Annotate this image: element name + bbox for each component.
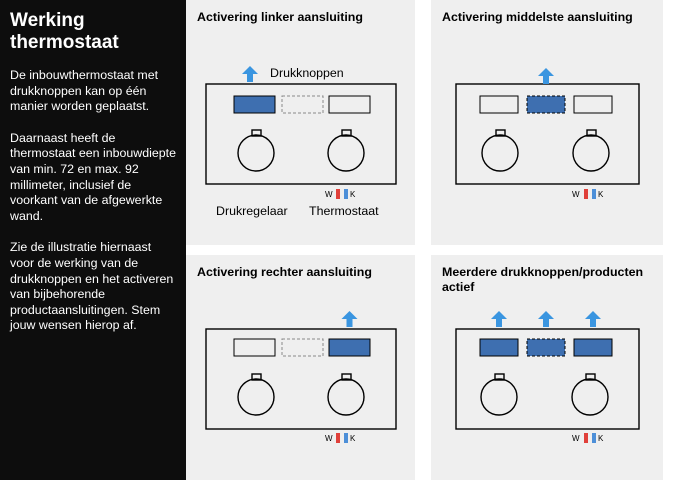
warm-pipe <box>584 189 588 199</box>
warm-pipe <box>336 189 340 199</box>
panel-right-connection <box>186 255 415 480</box>
panel-title: Meerdere drukknoppen/producten actief <box>442 265 644 294</box>
thermostaat-label: Thermostaat <box>309 204 379 218</box>
diagram <box>186 0 415 245</box>
arrow-up-icon <box>342 311 358 327</box>
cold-pipe <box>344 189 348 199</box>
pushbutton-left <box>234 96 275 113</box>
panel-middle-connection <box>431 0 663 245</box>
cold-pipe <box>592 189 596 199</box>
sidebar <box>0 0 186 480</box>
cold-pipe <box>344 433 348 443</box>
panel-left-connection <box>186 0 415 245</box>
panel-title: Activering middelste aansluiting <box>442 10 633 24</box>
arrow-up-icon <box>491 311 507 327</box>
arrow-up-icon <box>242 66 258 82</box>
thermostat-knob <box>572 379 608 415</box>
sidebar-title <box>10 10 176 54</box>
panel-multiple-active <box>431 255 663 480</box>
pushbutton-left <box>480 96 518 113</box>
sidebar-title-line-1: Werking <box>10 10 85 31</box>
cold-pipe <box>592 433 596 443</box>
warm-label: W <box>572 434 580 443</box>
pushbutton-middle <box>527 96 565 113</box>
drukknoppen-label: Drukknoppen <box>270 66 344 80</box>
thermostat-knob <box>573 135 609 171</box>
sidebar-paragraph-3: Zie de illustratie hiernaast voor de werking van de drukknoppen en het activeren van bijbehorende productaansluitingen. Stem jouw wensen hierop af. <box>10 240 174 333</box>
pressure-regulator-knob <box>238 135 274 171</box>
cold-label: K <box>350 190 356 199</box>
pushbutton-right <box>329 339 370 356</box>
warm-pipe <box>584 433 588 443</box>
sidebar-title-line-2: thermostaat <box>10 32 119 53</box>
pushbutton-right <box>574 96 612 113</box>
cold-label: K <box>598 190 604 199</box>
drukregelaar-label: Drukregelaar <box>216 204 288 218</box>
pushbutton-left <box>480 339 518 356</box>
pressure-regulator-knob <box>482 135 518 171</box>
diagram <box>186 255 415 480</box>
arrow-up-icon <box>538 311 554 327</box>
thermostat-knob <box>328 379 364 415</box>
diagram <box>431 255 663 480</box>
pressure-regulator-knob <box>481 379 517 415</box>
arrow-up-icon <box>538 68 554 84</box>
sidebar-paragraph-1: De inbouwthermostaat met drukknoppen kan op één manier worden geplaatst. <box>10 68 159 114</box>
pushbutton-middle <box>527 339 565 356</box>
thermostat-knob <box>328 135 364 171</box>
warm-label: W <box>325 190 333 199</box>
panel-title: Activering rechter aansluiting <box>197 265 372 279</box>
pushbutton-middle <box>282 96 323 113</box>
pressure-regulator-knob <box>238 379 274 415</box>
arrow-up-icon <box>585 311 601 327</box>
warm-pipe <box>336 433 340 443</box>
panel-title: Activering linker aansluiting <box>197 10 363 24</box>
cold-label: K <box>350 434 356 443</box>
pushbutton-left <box>234 339 275 356</box>
diagram <box>431 0 663 245</box>
warm-label: W <box>572 190 580 199</box>
cold-label: K <box>598 434 604 443</box>
warm-label: W <box>325 434 333 443</box>
pushbutton-middle <box>282 339 323 356</box>
pushbutton-right <box>329 96 370 113</box>
pushbutton-right <box>574 339 612 356</box>
sidebar-paragraph-2: Daarnaast heeft de thermostaat een inbouwdiepte van min. 72 en max. 92 millimeter, inclusief de voorkant van de afgewerkte wand. <box>10 130 177 223</box>
